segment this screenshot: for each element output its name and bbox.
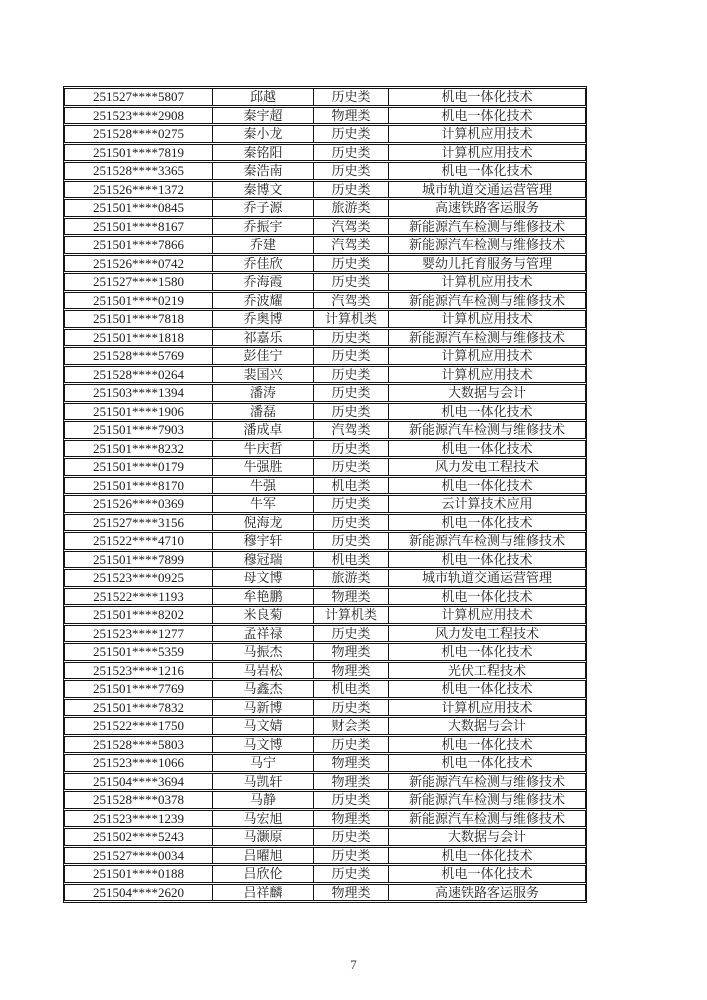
candidate-name-cell: 裴国兴	[213, 366, 314, 384]
candidate-name-cell: 乔建	[213, 236, 314, 254]
roster-row	[64, 440, 586, 458]
roster-row	[64, 532, 586, 550]
candidate-name-cell: 牛军	[213, 495, 314, 513]
roster-row	[64, 680, 586, 698]
admitted-major-cell: 计算机应用技术	[389, 347, 586, 365]
admitted-major-cell: 大数据与会计	[389, 384, 586, 402]
exam-category-cell: 历史类	[314, 255, 389, 273]
candidate-id-cell: 251528****5769	[64, 347, 213, 365]
roster-row	[64, 255, 586, 273]
admitted-major-cell: 机电一体化技术	[389, 680, 586, 698]
candidate-id-cell: 251528****5803	[64, 736, 213, 754]
candidate-name-cell: 马鑫杰	[213, 680, 314, 698]
admitted-major-cell: 城市轨道交通运营管理	[389, 569, 586, 587]
candidate-id-cell: 251501****7866	[64, 236, 213, 254]
roster-row	[64, 403, 586, 421]
roster-row	[64, 477, 586, 495]
candidate-name-cell: 马新博	[213, 699, 314, 717]
candidate-name-cell: 秦小龙	[213, 125, 314, 143]
admitted-major-cell: 计算机应用技术	[389, 273, 586, 291]
roster-body	[64, 88, 586, 901]
admitted-major-cell: 机电一体化技术	[389, 440, 586, 458]
candidate-id-cell: 251501****7818	[64, 310, 213, 328]
admitted-major-cell: 光伏工程技术	[389, 662, 586, 680]
candidate-id-cell: 251526****0369	[64, 495, 213, 513]
admitted-major-cell: 机电一体化技术	[389, 477, 586, 495]
admitted-major-cell: 机电一体化技术	[389, 643, 586, 661]
candidate-name-cell: 马宏旭	[213, 810, 314, 828]
admitted-major-cell: 机电一体化技术	[389, 754, 586, 772]
admitted-major-cell: 机电一体化技术	[389, 403, 586, 421]
exam-category-cell: 旅游类	[314, 569, 389, 587]
admitted-major-cell: 婴幼儿托育服务与管理	[389, 255, 586, 273]
candidate-id-cell: 251501****8167	[64, 218, 213, 236]
roster-row	[64, 847, 586, 865]
admitted-major-cell: 机电一体化技术	[389, 107, 586, 125]
roster-row	[64, 625, 586, 643]
roster-row	[64, 606, 586, 624]
exam-category-cell: 机电类	[314, 551, 389, 569]
candidate-name-cell: 潘成卓	[213, 421, 314, 439]
candidate-id-cell: 251522****4710	[64, 532, 213, 550]
exam-category-cell: 物理类	[314, 643, 389, 661]
candidate-id-cell: 251526****0742	[64, 255, 213, 273]
exam-category-cell: 历史类	[314, 366, 389, 384]
exam-category-cell: 旅游类	[314, 199, 389, 217]
candidate-name-cell: 秦铭阳	[213, 144, 314, 162]
exam-category-cell: 财会类	[314, 717, 389, 735]
exam-category-cell: 物理类	[314, 662, 389, 680]
admitted-major-cell: 机电一体化技术	[389, 736, 586, 754]
roster-row	[64, 366, 586, 384]
candidate-name-cell: 彭佳宁	[213, 347, 314, 365]
candidate-id-cell: 251501****7903	[64, 421, 213, 439]
admitted-major-cell: 风力发电工程技术	[389, 625, 586, 643]
candidate-name-cell: 牛强	[213, 477, 314, 495]
candidate-name-cell: 马宁	[213, 754, 314, 772]
roster-row	[64, 569, 586, 587]
candidate-name-cell: 吕欣伦	[213, 865, 314, 883]
candidate-name-cell: 米良菊	[213, 606, 314, 624]
admitted-major-cell: 机电一体化技术	[389, 162, 586, 180]
candidate-name-cell: 穆冠瑞	[213, 551, 314, 569]
exam-category-cell: 机电类	[314, 477, 389, 495]
admitted-major-cell: 计算机应用技术	[389, 310, 586, 328]
exam-category-cell: 历史类	[314, 384, 389, 402]
candidate-name-cell: 马文博	[213, 736, 314, 754]
candidate-id-cell: 251522****1193	[64, 588, 213, 606]
exam-category-cell: 历史类	[314, 88, 389, 106]
candidate-id-cell: 251501****8202	[64, 606, 213, 624]
roster-row	[64, 384, 586, 402]
roster-row	[64, 273, 586, 291]
candidate-id-cell: 251523****0925	[64, 569, 213, 587]
exam-category-cell: 物理类	[314, 773, 389, 791]
admission-roster-table	[63, 86, 587, 903]
candidate-id-cell: 251523****2908	[64, 107, 213, 125]
roster-row	[64, 495, 586, 513]
exam-category-cell: 历史类	[314, 144, 389, 162]
exam-category-cell: 物理类	[314, 754, 389, 772]
candidate-name-cell: 牛强胜	[213, 458, 314, 476]
candidate-name-cell: 马文婧	[213, 717, 314, 735]
candidate-id-cell: 251501****1818	[64, 329, 213, 347]
candidate-id-cell: 251501****0179	[64, 458, 213, 476]
roster-row	[64, 125, 586, 143]
roster-row	[64, 514, 586, 532]
roster-row	[64, 717, 586, 735]
candidate-id-cell: 251528****0275	[64, 125, 213, 143]
candidate-id-cell: 251528****0264	[64, 366, 213, 384]
admitted-major-cell: 新能源汽车检测与维修技术	[389, 773, 586, 791]
candidate-name-cell: 牟艳鹏	[213, 588, 314, 606]
candidate-id-cell: 251501****8170	[64, 477, 213, 495]
candidate-name-cell: 倪海龙	[213, 514, 314, 532]
candidate-id-cell: 251501****1906	[64, 403, 213, 421]
admitted-major-cell: 计算机应用技术	[389, 125, 586, 143]
candidate-name-cell: 马灏原	[213, 828, 314, 846]
admitted-major-cell: 新能源汽车检测与维修技术	[389, 218, 586, 236]
candidate-id-cell: 251523****1239	[64, 810, 213, 828]
candidate-name-cell: 乔海霞	[213, 273, 314, 291]
candidate-id-cell: 251501****8232	[64, 440, 213, 458]
candidate-name-cell: 母文博	[213, 569, 314, 587]
candidate-id-cell: 251523****1066	[64, 754, 213, 772]
admitted-major-cell: 机电一体化技术	[389, 88, 586, 106]
exam-category-cell: 历史类	[314, 828, 389, 846]
candidate-name-cell: 秦宇超	[213, 107, 314, 125]
admitted-major-cell: 计算机应用技术	[389, 144, 586, 162]
roster-row	[64, 88, 586, 106]
exam-category-cell: 汽驾类	[314, 421, 389, 439]
roster-row	[64, 236, 586, 254]
admitted-major-cell: 机电一体化技术	[389, 551, 586, 569]
admitted-major-cell: 新能源汽车检测与维修技术	[389, 421, 586, 439]
candidate-id-cell: 251523****1216	[64, 662, 213, 680]
candidate-id-cell: 251501****7769	[64, 680, 213, 698]
exam-category-cell: 历史类	[314, 125, 389, 143]
roster-row	[64, 458, 586, 476]
candidate-id-cell: 251528****3365	[64, 162, 213, 180]
exam-category-cell: 历史类	[314, 329, 389, 347]
candidate-name-cell: 乔子源	[213, 199, 314, 217]
admitted-major-cell: 新能源汽车检测与维修技术	[389, 810, 586, 828]
admitted-major-cell: 高速铁路客运服务	[389, 884, 586, 902]
admitted-major-cell: 计算机应用技术	[389, 366, 586, 384]
exam-category-cell: 历史类	[314, 440, 389, 458]
candidate-name-cell: 乔振宇	[213, 218, 314, 236]
admitted-major-cell: 机电一体化技术	[389, 588, 586, 606]
exam-category-cell: 历史类	[314, 495, 389, 513]
candidate-id-cell: 251504****2620	[64, 884, 213, 902]
candidate-id-cell: 251502****5243	[64, 828, 213, 846]
candidate-name-cell: 乔波耀	[213, 292, 314, 310]
roster-row	[64, 828, 586, 846]
exam-category-cell: 历史类	[314, 736, 389, 754]
admitted-major-cell: 新能源汽车检测与维修技术	[389, 791, 586, 809]
admitted-major-cell: 风力发电工程技术	[389, 458, 586, 476]
admitted-major-cell: 新能源汽车检测与维修技术	[389, 236, 586, 254]
admitted-major-cell: 城市轨道交通运营管理	[389, 181, 586, 199]
admitted-major-cell: 机电一体化技术	[389, 865, 586, 883]
candidate-id-cell: 251501****0219	[64, 292, 213, 310]
admitted-major-cell: 大数据与会计	[389, 717, 586, 735]
admitted-major-cell: 机电一体化技术	[389, 847, 586, 865]
roster-row	[64, 588, 586, 606]
candidate-name-cell: 潘磊	[213, 403, 314, 421]
roster-row	[64, 162, 586, 180]
exam-category-cell: 历史类	[314, 625, 389, 643]
roster-row	[64, 329, 586, 347]
candidate-id-cell: 251501****7819	[64, 144, 213, 162]
exam-category-cell: 汽驾类	[314, 218, 389, 236]
roster-row	[64, 292, 586, 310]
candidate-name-cell: 祁嘉乐	[213, 329, 314, 347]
candidate-name-cell: 马振杰	[213, 643, 314, 661]
exam-category-cell: 历史类	[314, 532, 389, 550]
admitted-major-cell: 机电一体化技术	[389, 514, 586, 532]
admitted-major-cell: 新能源汽车检测与维修技术	[389, 292, 586, 310]
exam-category-cell: 历史类	[314, 791, 389, 809]
candidate-id-cell: 251527****5807	[64, 88, 213, 106]
candidate-name-cell: 秦浩南	[213, 162, 314, 180]
candidate-id-cell: 251504****3694	[64, 773, 213, 791]
roster-row	[64, 699, 586, 717]
exam-category-cell: 历史类	[314, 181, 389, 199]
exam-category-cell: 历史类	[314, 458, 389, 476]
exam-category-cell: 物理类	[314, 107, 389, 125]
roster-row	[64, 736, 586, 754]
candidate-name-cell: 马静	[213, 791, 314, 809]
admitted-major-cell: 高速铁路客运服务	[389, 199, 586, 217]
roster-row	[64, 199, 586, 217]
candidate-name-cell: 秦博文	[213, 181, 314, 199]
candidate-name-cell: 穆宇轩	[213, 532, 314, 550]
candidate-id-cell: 251501****0188	[64, 865, 213, 883]
exam-category-cell: 物理类	[314, 884, 389, 902]
roster-row	[64, 754, 586, 772]
candidate-name-cell: 牛庆哲	[213, 440, 314, 458]
candidate-id-cell: 251501****0845	[64, 199, 213, 217]
exam-category-cell: 历史类	[314, 162, 389, 180]
roster-row	[64, 810, 586, 828]
roster-row	[64, 107, 586, 125]
admitted-major-cell: 新能源汽车检测与维修技术	[389, 532, 586, 550]
exam-category-cell: 历史类	[314, 273, 389, 291]
candidate-id-cell: 251527****1580	[64, 273, 213, 291]
candidate-id-cell: 251528****0378	[64, 791, 213, 809]
candidate-name-cell: 马岩松	[213, 662, 314, 680]
admitted-major-cell: 计算机应用技术	[389, 606, 586, 624]
exam-category-cell: 历史类	[314, 347, 389, 365]
exam-category-cell: 历史类	[314, 847, 389, 865]
candidate-id-cell: 251527****3156	[64, 514, 213, 532]
candidate-name-cell: 邱越	[213, 88, 314, 106]
exam-category-cell: 汽驾类	[314, 236, 389, 254]
exam-category-cell: 历史类	[314, 699, 389, 717]
candidate-name-cell: 潘涛	[213, 384, 314, 402]
roster-row	[64, 865, 586, 883]
candidate-id-cell: 251501****7899	[64, 551, 213, 569]
candidate-name-cell: 乔佳欣	[213, 255, 314, 273]
candidate-id-cell: 251503****1394	[64, 384, 213, 402]
candidate-id-cell: 251527****0034	[64, 847, 213, 865]
roster-row	[64, 773, 586, 791]
candidate-name-cell: 乔奥博	[213, 310, 314, 328]
exam-category-cell: 机电类	[314, 680, 389, 698]
roster-row	[64, 181, 586, 199]
roster-row	[64, 347, 586, 365]
roster-row	[64, 551, 586, 569]
admitted-major-cell: 新能源汽车检测与维修技术	[389, 329, 586, 347]
exam-category-cell: 历史类	[314, 403, 389, 421]
exam-category-cell: 计算机类	[314, 606, 389, 624]
roster-row	[64, 144, 586, 162]
exam-category-cell: 汽驾类	[314, 292, 389, 310]
candidate-id-cell: 251523****1277	[64, 625, 213, 643]
exam-category-cell: 历史类	[314, 514, 389, 532]
candidate-name-cell: 吕曜旭	[213, 847, 314, 865]
roster-row	[64, 218, 586, 236]
admitted-major-cell: 计算机应用技术	[389, 699, 586, 717]
candidate-id-cell: 251501****5359	[64, 643, 213, 661]
roster-row	[64, 643, 586, 661]
candidate-name-cell: 孟祥禄	[213, 625, 314, 643]
roster-row	[64, 884, 586, 902]
page-number: 7	[350, 957, 357, 972]
candidate-name-cell: 吕祥麟	[213, 884, 314, 902]
roster-row	[64, 791, 586, 809]
exam-category-cell: 计算机类	[314, 310, 389, 328]
exam-category-cell: 物理类	[314, 810, 389, 828]
exam-category-cell: 物理类	[314, 588, 389, 606]
admitted-major-cell: 大数据与会计	[389, 828, 586, 846]
roster-row	[64, 662, 586, 680]
candidate-id-cell: 251501****7832	[64, 699, 213, 717]
candidate-id-cell: 251526****1372	[64, 181, 213, 199]
candidate-name-cell: 马凯轩	[213, 773, 314, 791]
candidate-id-cell: 251522****1750	[64, 717, 213, 735]
admitted-major-cell: 云计算技术应用	[389, 495, 586, 513]
exam-category-cell: 历史类	[314, 865, 389, 883]
roster-row	[64, 310, 586, 328]
roster-row	[64, 421, 586, 439]
